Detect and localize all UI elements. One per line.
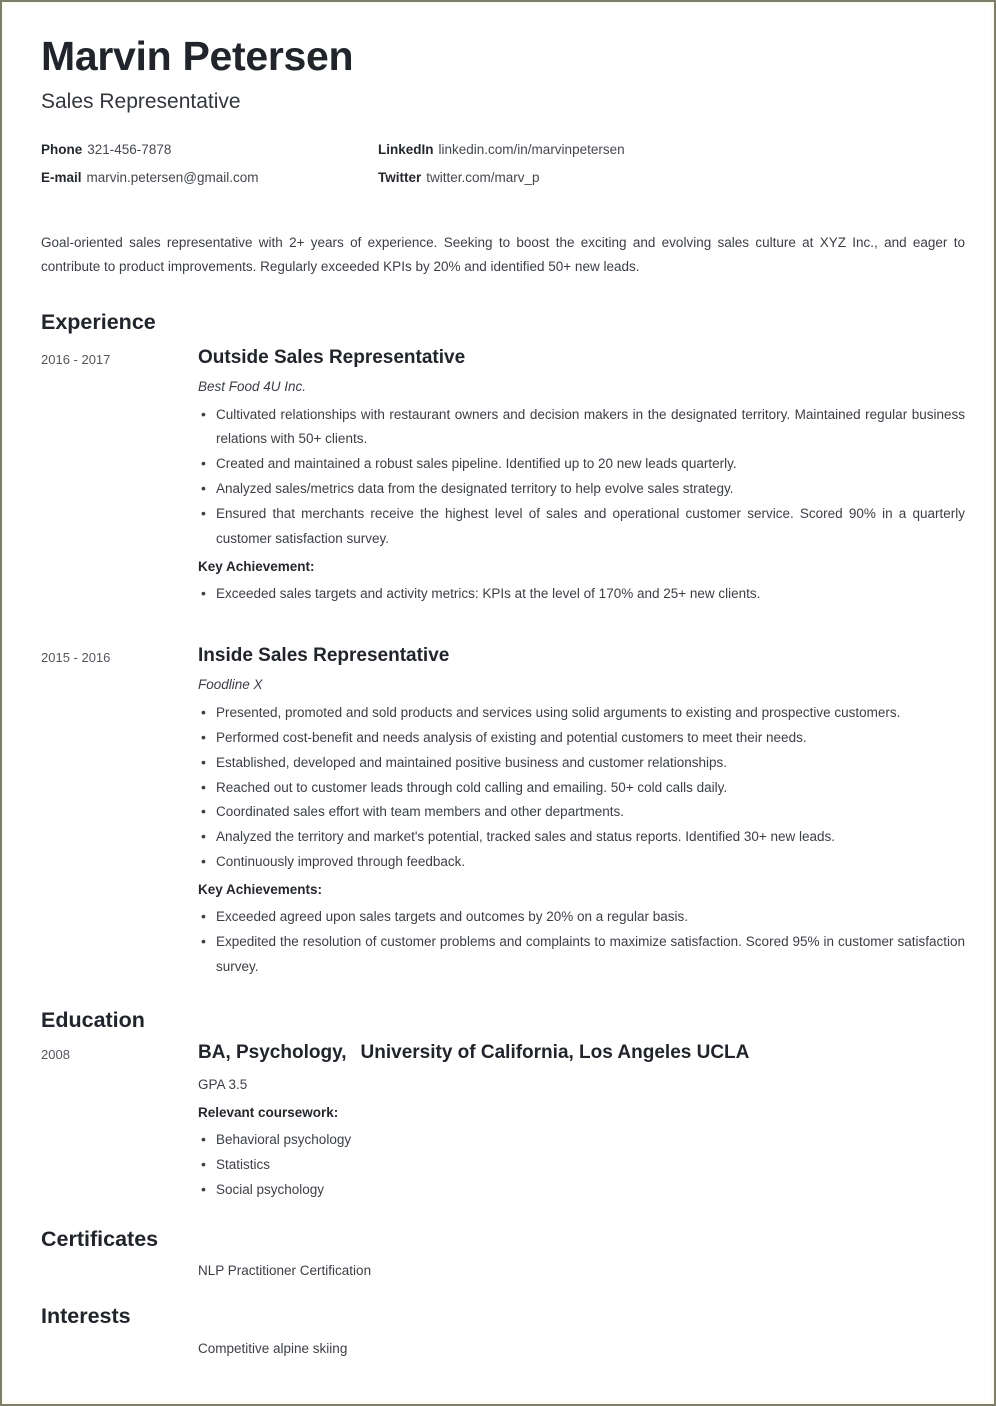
experience-bullet: • Analyzed the territory and market's potential, tracked sales and status reports. Identified 30+ new leads. [198,825,965,850]
contact-email [41,170,378,186]
section-title-experience: Experience [41,310,156,335]
contact-email-value[interactable]: marvin.petersen@gmail.com [86,170,259,186]
experience-bullet: • Ensured that merchants receive the highest level of sales and operational customer service. Scored 90% in a quarterly customer satisfaction survey. [198,502,965,552]
contact-details [41,142,965,186]
experience-bullet: • Reached out to customer leads through cold calling and emailing. 50+ cold calls daily. [198,776,965,801]
experience-bullet: • Established, developed and maintained positive business and customer relationships. [198,751,965,776]
coursework-list [198,1128,965,1203]
experience-body [198,347,965,607]
experience-bullet: • Coordinated sales effort with team members and other departments. [198,800,965,825]
key-achievement-label: Key Achievements: [198,882,323,898]
achievement-bullet: • Exceeded sales targets and activity metrics: KPIs at the level of 170% and 25+ new clients. [198,582,965,607]
achievement-bullet: • Expedited the resolution of customer problems and complaints to maximize satisfaction. Scored 95% in customer satisfaction survey. [198,930,965,980]
experience-bullet: • Cultivated relationships with restaurant owners and decision makers in the designated territory. Maintained regular business relations with 50+ clients. [198,403,965,453]
experience-achievements [198,905,965,980]
contact-twitter-value[interactable]: twitter.com/marv_p [426,170,540,186]
experience-bullets [198,403,965,553]
experience-company: Foodline X [198,677,263,693]
candidate-job-title: Sales Representative [41,90,241,114]
experience-bullet: • Analyzed sales/metrics data from the designated territory to help evolve sales strategy. [198,477,965,502]
experience-bullet: • Continuously improved through feedback. [198,850,965,875]
key-achievement-label: Key Achievement: [198,559,315,575]
contact-phone-value: 321-456-7878 [87,142,172,158]
experience-bullet: • Performed cost-benefit and needs analysis of existing and potential customers to meet their needs. [198,726,965,751]
coursework-item: • Statistics [198,1153,965,1178]
experience-entry [41,645,965,980]
section-title-certificates: Certificates [41,1226,159,1251]
interest-entry [41,1338,965,1360]
section-title-interests: Interests [41,1303,131,1328]
candidate-name: Marvin Petersen [41,33,354,79]
education-gpa: GPA 3.5 [198,1076,248,1092]
contact-linkedin-value[interactable]: linkedin.com/in/marvinpetersen [438,142,625,158]
interest-name: Competitive alpine skiing [198,1340,348,1356]
experience-bullets [198,701,965,876]
experience-role: Inside Sales Representative [198,645,450,667]
section-interests [41,1304,965,1359]
contact-twitter [378,170,965,186]
section-experience [41,310,965,980]
contact-email-label: E-mail [41,170,82,186]
resume-content [41,35,965,1375]
experience-entry [41,347,965,607]
contact-phone [41,142,378,158]
section-certificates [41,1227,965,1282]
professional-summary: Goal-oriented sales representative with 2+ years of experience. Seeking to boost the exciting and evolving sales culture at XYZ Inc., and eager to contribute to product improvements. Regularly exceeded KPIs by 20% and identified 50+ new leads. [41,234,965,275]
experience-date: 2016 - 2017 [41,352,111,368]
contact-twitter-label: Twitter [378,170,422,186]
education-degree: BA, Psychology, [198,1041,347,1063]
contact-linkedin [378,142,965,158]
contact-linkedin-label: LinkedIn [378,142,434,158]
section-education [41,1008,965,1202]
achievement-bullet: • Exceeded agreed upon sales targets and outcomes by 20% on a regular basis. [198,905,965,930]
resume-sheet [5,5,991,1401]
experience-bullet: • Presented, promoted and sold products and services using solid arguments to existing and prospective customers. [198,701,965,726]
experience-company: Best Food 4U Inc. [198,378,307,394]
education-body [198,1042,965,1203]
education-entry [41,1042,965,1203]
coursework-item: • Social psychology [198,1178,965,1203]
education-school: University of California, Los Angeles UCLA [360,1041,750,1063]
coursework-item: • Behavioral psychology [198,1128,965,1153]
certificate-entry [41,1260,965,1282]
contact-phone-label: Phone [41,142,83,158]
certificate-name: NLP Practitioner Certification [198,1263,372,1279]
experience-achievements [198,582,965,607]
education-title [198,1042,965,1065]
experience-bullet: • Created and maintained a robust sales pipeline. Identified up to 20 new leads quarterly. [198,452,965,477]
experience-body [198,645,965,980]
section-title-education: Education [41,1008,145,1033]
experience-date: 2015 - 2016 [41,650,111,666]
experience-role: Outside Sales Representative [198,347,466,369]
education-date: 2008 [41,1046,70,1062]
coursework-label: Relevant coursework: [198,1104,339,1120]
